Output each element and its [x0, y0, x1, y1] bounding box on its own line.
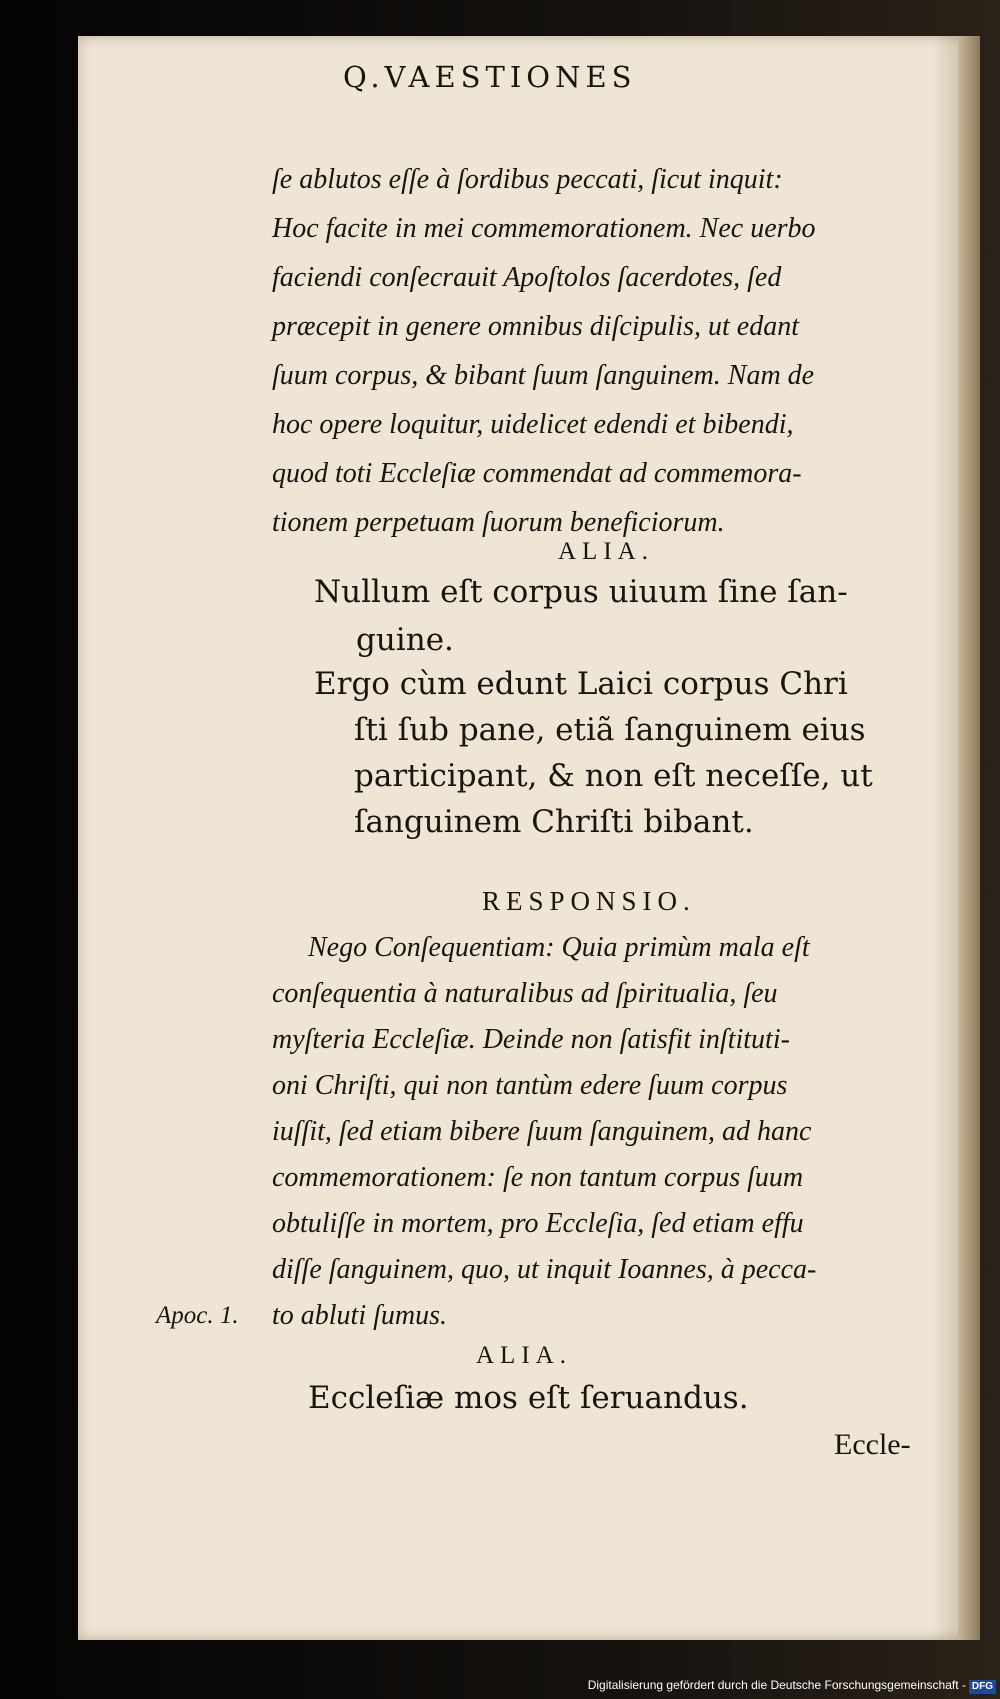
text-line: Hoc facite in mei commemorationem. Nec uerbo [272, 213, 816, 244]
argument-line: guine. [356, 622, 454, 658]
text-line: obtuliſſe in mortem, pro Eccleſia, ſed etiam effu [272, 1208, 804, 1239]
book-spine-edge [958, 36, 980, 1640]
argument-line: ſti ſub pane, etiã ſanguinem eius [354, 712, 866, 748]
text-line: quod toti Eccleſiæ commendat ad commemora- [272, 458, 802, 489]
argument-line: participant, & non eſt neceſſe, ut [354, 758, 873, 794]
text-line: diſſe ſanguinem, quo, ut inquit Ioannes, à pecca- [272, 1254, 817, 1285]
text-line: iuſſit, ſed etiam bibere ſuum ſanguinem, ad hanc [272, 1116, 812, 1147]
argument-line: Eccleſiæ mos eſt ſeruandus. [308, 1380, 749, 1416]
text-line: ſe ablutos eſſe à ſordibus peccati, ſicut inquit: [272, 164, 783, 195]
text-line: conſequentia à naturalibus ad ſpiritualia, ſeu [272, 978, 778, 1009]
credit-text: Digitalisierung gefördert durch die Deutsche Forschungsgemeinschaft - [587, 1678, 966, 1692]
text-line: tionem perpetuam ſuorum beneficiorum. [272, 507, 725, 538]
text-line: præcepit in genere omnibus diſcipulis, ut edant [272, 311, 800, 342]
text-line: Nego Conſequentiam: Quia primùm mala eſt [308, 932, 810, 963]
margin-note: Apoc. 1. [156, 1302, 239, 1329]
argument-line: ſanguinem Chriſti bibant. [354, 804, 754, 840]
digitization-credit [588, 1673, 996, 1697]
section-heading-alia: ALIA. [476, 1342, 572, 1369]
catchword: Eccle- [834, 1428, 911, 1461]
text-line: hoc opere loquitur, uidelicet edendi et bibendi, [272, 409, 794, 440]
dfg-logo: DFG [969, 1680, 996, 1694]
text-line: faciendi conſecrauit Apoſtolos ſacerdotes, ſed [272, 262, 782, 293]
text-line: myſteria Eccleſiæ. Deinde non ſatisfit inſtituti- [272, 1024, 790, 1055]
section-heading-alia: ALIA. [558, 538, 654, 565]
page-gutter-shadow [932, 36, 958, 1640]
argument-line: Nullum eſt corpus uiuum ſine ſan- [314, 574, 848, 610]
argument-line: Ergo cùm edunt Laici corpus Chri [314, 666, 848, 702]
text-line: to abluti ſumus. [272, 1300, 448, 1331]
text-line: ſuum corpus, & bibant ſuum ſanguinem. Nam de [272, 360, 815, 391]
running-head: Q.VAESTIONES [343, 60, 637, 94]
section-heading-responsio: RESPONSIO. [482, 886, 696, 916]
text-line: oni Chriſti, qui non tantùm edere ſuum corpus [272, 1070, 788, 1101]
text-line: commemorationem: ſe non tantum corpus ſuum [272, 1162, 804, 1193]
